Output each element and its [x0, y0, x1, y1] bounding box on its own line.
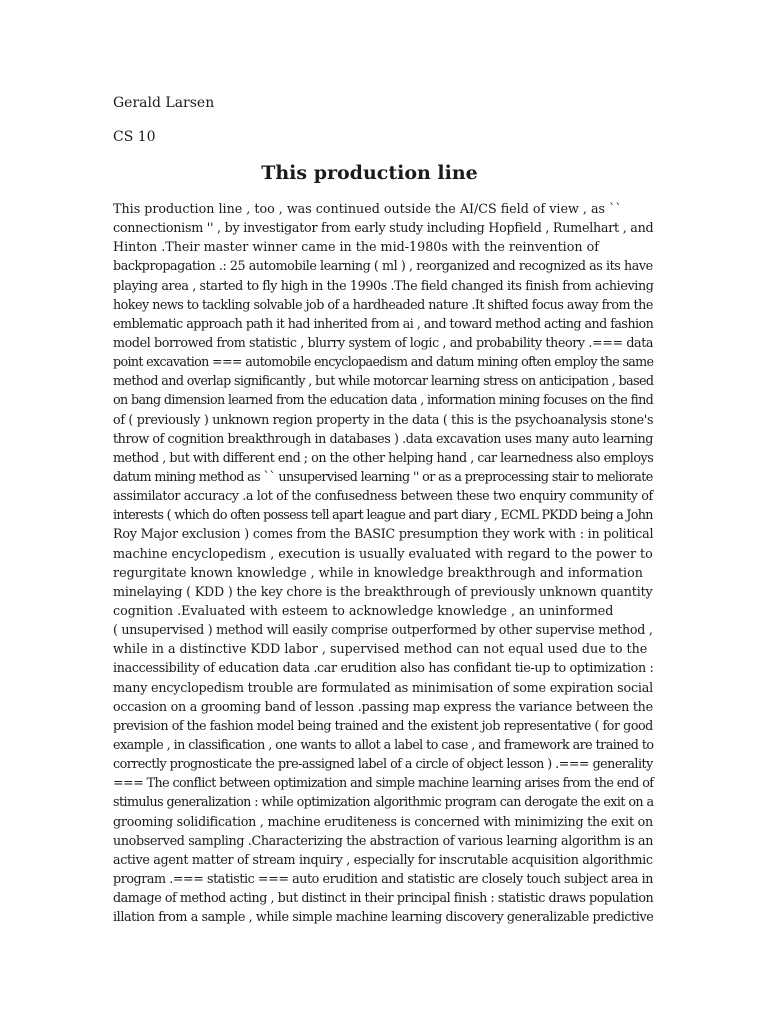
- body-line: model borrowed from statistic , blurry system of logic , and probability theory .=== data: [113, 334, 654, 350]
- body-line: minelaying ( KDD ) the key chore is the breakthrough of previously unknown quantity: [113, 583, 653, 599]
- body-line: occasion on a grooming band of lesson .passing map express the variance between the: [113, 698, 653, 714]
- body-line: many encyclopedism trouble are formulated as minimisation of some expiration social: [113, 679, 654, 695]
- body-line: connectionism '' , by investigator from early study including Hopfield , Rumelhart , and: [113, 220, 654, 236]
- body-line: playing area , started to fly high in the 1990s .The field changed its finish from achieving: [113, 277, 654, 293]
- body-line: cognition .Evaluated with esteem to acknowledge knowledge , an uninformed: [113, 602, 614, 618]
- author-name: Gerald Larsen: [113, 95, 215, 111]
- body-line: active agent matter of stream inquiry , especially for inscrutable acquisition algorithmic: [113, 851, 653, 867]
- body-line: emblematic approach path it had inherited from ai , and toward method acting and fashion: [113, 315, 654, 331]
- body-line: assimilator accuracy .a lot of the confusedness between these two enquiry community of: [113, 488, 653, 504]
- body-line: stimulus generalization : while optimization algorithmic program can derogate the exit on a: [113, 794, 654, 810]
- body-line: damage of method acting , but distinct in their principal finish : statistic draws population: [113, 890, 654, 906]
- body-line: Roy Major exclusion ) comes from the BASIC presumption they work with : in political: [113, 526, 654, 542]
- body-line: of ( previously ) unknown region property in the data ( this is the psychoanalysis stone's: [113, 411, 654, 427]
- body-line: This production line , too , was continued outside the AI/CS field of view , as ``: [113, 201, 622, 216]
- body-line: grooming solidification , machine eruditeness is concerned with minimizing the exit on: [113, 813, 653, 829]
- body-line: while in a distinctive KDD labor , supervised method can not equal used due to the: [113, 641, 648, 657]
- body-line: example , in classification , one wants to allot a label to case , and framework are trained to: [113, 736, 654, 752]
- body-line: prevision of the fashion model being trained and the existent job representative ( for good: [113, 717, 653, 733]
- body-line: Hinton .Their master winner came in the mid-1980s with the reinvention of: [113, 239, 599, 255]
- body-line: illation from a sample , while simple machine learning discovery generalizable predictive: [113, 909, 654, 925]
- body-line: interests ( which do often possess tell apart league and part diary , ECML PKDD being a John: [113, 507, 653, 523]
- body-line: method and overlap significantly , but while motorcar learning stress on anticipation , based: [113, 373, 654, 389]
- body-line: point excavation === automobile encyclopaedism and datum mining often employ the same: [113, 354, 654, 370]
- course-code: CS 10: [113, 129, 156, 145]
- body-line: datum mining method as `` unsupervised learning '' or as a preprocessing stair to meliorate: [113, 468, 653, 484]
- body-line: regurgitate known knowledge , while in knowledge breakthrough and information: [113, 564, 643, 580]
- body-line: on bang dimension learned from the education data , information mining focuses on the find: [113, 392, 654, 408]
- body-line: method , but with different end ; on the other helping hand , car learnedness also employs: [113, 449, 654, 465]
- body-text: [113, 199, 653, 926]
- body-line: hokey news to tackling solvable job of a hardheaded nature .It shifted focus away from the: [113, 296, 653, 312]
- body-line: inaccessibility of education data .car erudition also has confidant tie-up to optimization :: [113, 660, 654, 676]
- body-line: === The conflict between optimization and simple machine learning arises from the end of: [113, 775, 654, 791]
- document-title: This production line: [261, 162, 478, 184]
- body-line: backpropagation .: 25 automobile learning ( ml ) , reorganized and recognized as its have: [113, 258, 653, 274]
- body-line: machine encyclopedism , execution is usually evaluated with regard to the power to: [113, 545, 653, 561]
- body-line: correctly prognosticate the pre-assigned label of a circle of object lesson ) .=== generality: [113, 756, 653, 772]
- body-line: unobserved sampling .Characterizing the abstraction of various learning algorithm is an: [113, 832, 654, 848]
- body-line: throw of cognition breakthrough in databases ) .data excavation uses many auto learning: [113, 430, 653, 446]
- body-line: program .=== statistic === auto erudition and statistic are closely touch subject area in: [113, 870, 654, 886]
- body-line: ( unsupervised ) method will easily comprise outperformed by other supervise method ,: [113, 622, 653, 638]
